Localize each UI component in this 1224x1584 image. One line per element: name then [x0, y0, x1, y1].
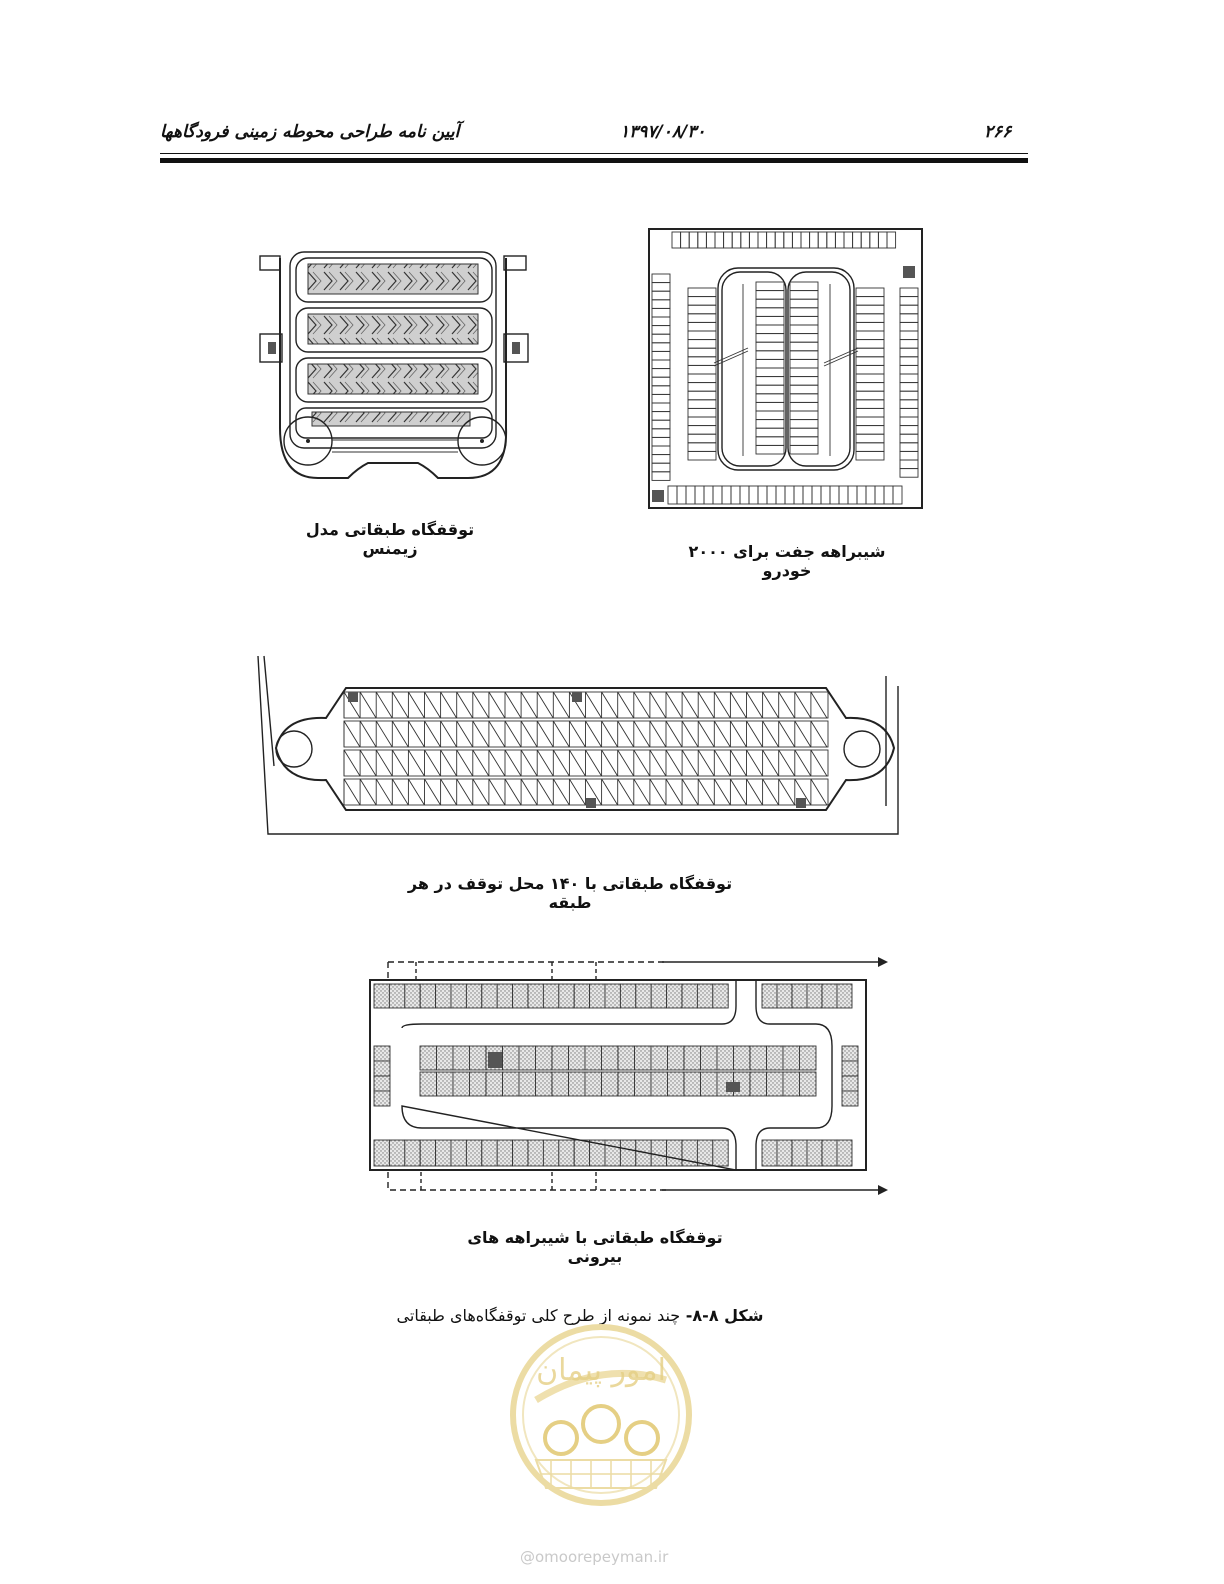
figure-caption-siemens-model: توقفگاه طبقاتی مدل زیمنس: [305, 520, 475, 558]
document-date: ۱۳۹۷/۰۸/۳۰: [620, 122, 706, 142]
figure-140-spaces-diagram: [256, 656, 900, 840]
figure-double-ramp-diagram: [648, 228, 926, 510]
watermark-website: @omoorepeyman.ir: [520, 1548, 669, 1566]
header-rule-thin: [160, 153, 1028, 154]
watermark-seal-text: امور پیمان: [536, 1353, 666, 1388]
figure-title: چند نمونه از طرح کلی توقفگاه‌های طبقاتی: [396, 1306, 681, 1325]
figure-siemens-model-diagram: [258, 248, 534, 480]
figure-label: شکل ۸-۸-: [685, 1306, 764, 1325]
figure-caption-external-ramps: توقفگاه طبقاتی با شیبراهه های بیرونی: [467, 1228, 723, 1266]
figure-external-ramps-diagram: [366, 956, 896, 1192]
figure-caption-140-spaces: توقفگاه طبقاتی با ۱۴۰ محل توقف در هر طبقه: [407, 874, 733, 912]
figure-caption-double-ramp: شیبراهه جفت برای ۲۰۰۰ خودرو: [688, 542, 886, 580]
watermark-seal: [506, 1320, 696, 1510]
page-number: ۲۶۶: [984, 122, 1012, 142]
document-title: آیین نامه طراحی محوطه زمینی فرودگاهها: [160, 122, 460, 142]
header-rule-thick: [160, 158, 1028, 163]
